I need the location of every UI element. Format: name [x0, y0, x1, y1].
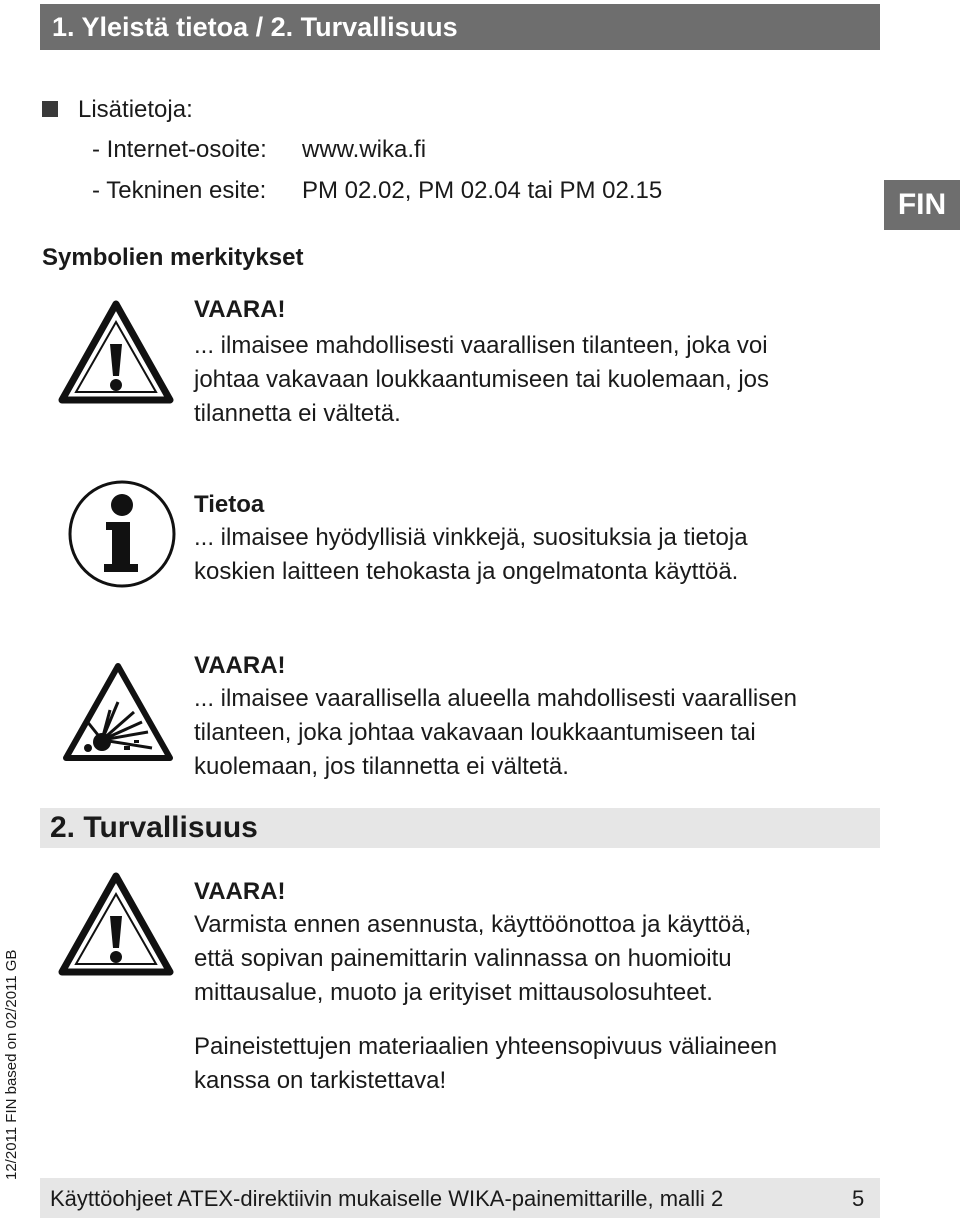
warning-text: mittausalue, muoto ja erityiset mittausolosuhteet.	[194, 979, 713, 1006]
footer-title: Käyttöohjeet ATEX-direktiivin mukaiselle WIKA-painemittarille, malli 2	[50, 1186, 724, 1211]
symbol-title: VAARA!	[194, 652, 286, 679]
info-row-value: www.wika.fi	[302, 136, 427, 163]
symbol-title: Tietoa	[194, 491, 265, 518]
warning-triangle-icon	[58, 872, 174, 976]
symbol-description: tilanteen, joka johtaa vakavaan loukkaantumiseen tai	[194, 719, 756, 746]
info-row-label: - Tekninen esite:	[92, 177, 267, 204]
warning-text: Varmista ennen asennusta, käyttöönottoa ja käyttöä,	[194, 911, 752, 938]
info-heading: Lisätietoja:	[78, 96, 193, 123]
symbol-description: johtaa vakavaan loukkaantumiseen tai kuolemaan, jos	[194, 366, 770, 393]
info-row-value: PM 02.02, PM 02.04 tai PM 02.15	[302, 177, 663, 204]
symbol-description: kuolemaan, jos tilannetta ei vältetä.	[194, 753, 569, 780]
document-revision-label: 12/2011 FIN based on 02/2011 GB	[3, 949, 20, 1180]
symbol-description: ... ilmaisee hyödyllisiä vinkkejä, suosituksia ja tietoja	[194, 524, 748, 551]
symbol-description: koskien laitteen tehokasta ja ongelmatonta käyttöä.	[194, 558, 739, 585]
symbol-description: ... ilmaisee vaarallisella alueella mahdollisesti vaarallisen	[194, 685, 797, 712]
explosion-warning-icon	[62, 662, 174, 762]
info-row-label: - Internet-osoite:	[92, 136, 267, 163]
warning-note: Paineistettujen materiaalien yhteensopivuus väliaineen	[194, 1033, 778, 1060]
bullet-square-icon	[42, 101, 58, 117]
page-number: 5	[852, 1186, 865, 1211]
warning-text: että sopivan painemittarin valinnassa on huomioitu	[194, 945, 732, 972]
symbol-description: tilannetta ei vältetä.	[194, 400, 401, 427]
warning-note: kanssa on tarkistettava!	[194, 1067, 447, 1094]
symbol-title: VAARA!	[194, 296, 286, 323]
symbol-description: ... ilmaisee mahdollisesti vaarallisen tilanteen, joka voi	[194, 332, 768, 359]
info-icon	[66, 478, 178, 590]
page-header: 1. Yleistä tietoa / 2. Turvallisuus	[40, 4, 880, 50]
warning-title: VAARA!	[194, 878, 286, 905]
language-tab: FIN	[884, 180, 960, 230]
warning-triangle-icon	[58, 300, 174, 404]
section-heading: 2. Turvallisuus	[40, 808, 880, 848]
symbols-heading: Symbolien merkitykset	[42, 244, 304, 271]
